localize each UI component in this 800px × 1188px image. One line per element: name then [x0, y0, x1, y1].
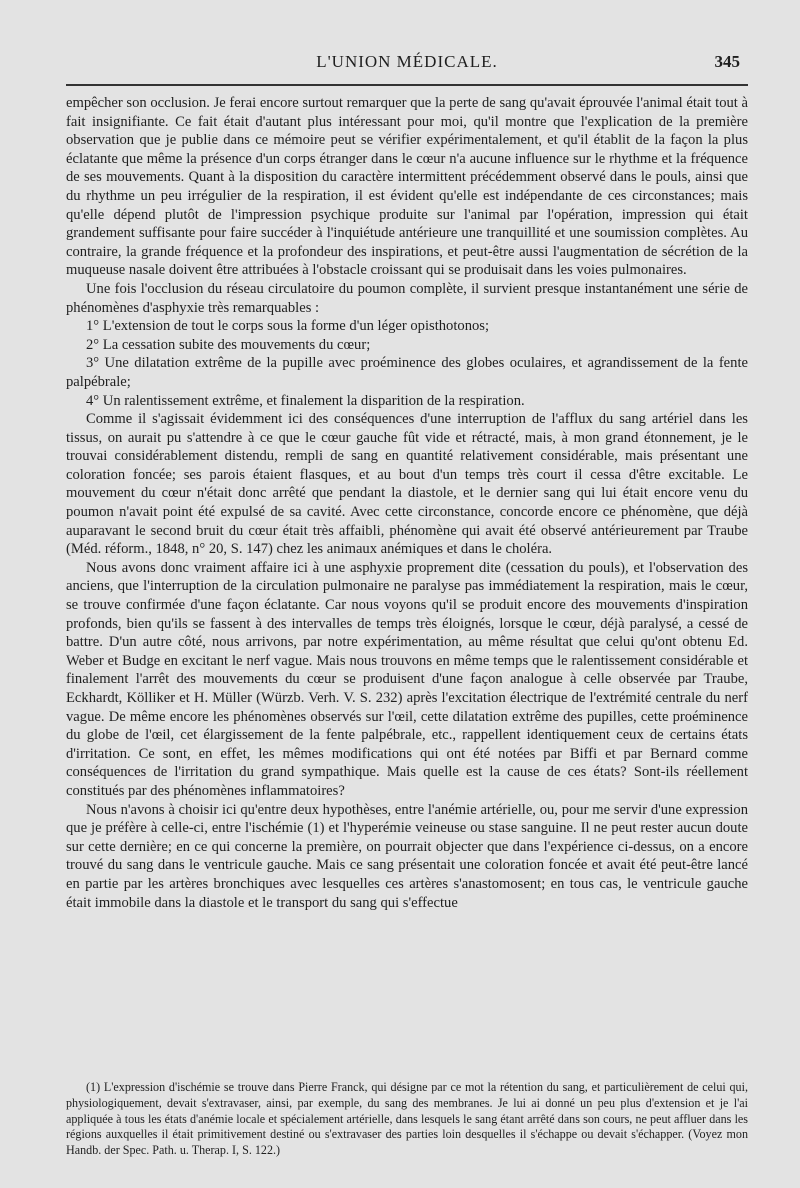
- page-header: [66, 50, 748, 78]
- list-item: 4° Un ralentissement extrême, et finalement la disparition de la respiration.: [86, 392, 525, 409]
- paragraph: Une fois l'occlusion du réseau circulatoire du poumon complète, il survient presque instantanément une série de phénomènes d'asphyxie très remarquables :: [66, 280, 748, 316]
- list-item: 1° L'extension de tout le corps sous la forme d'un léger opisthotonos;: [86, 318, 490, 335]
- paragraph: Comme il s'agissait évidemment ici des conséquences d'une interruption de l'afflux du sang artériel dans les tissus, on aurait pu s'attendre à ce que le cœur gauche fût vide et rétracté, mais, à mon grand étonnement, je le trouvai considérablement distendu, rempli de sang en quantité relativement considérable, mais présentant une coloration foncée; ses parois étaient flasques, et au bout d'un temps très court il cessa d'être excitable. Le mouvement du cœur n'était donc arrêté que pendant la diastole, et le dernier sang qui lui était encore venu du poumon n'avait point été expulsé de sa cavité. Avec cette circonstance, concorde encore ce phénomène, que déjà auparavant le second bruit du cœur était très affaibli, phénomène qui avait été observé antérieurement par Traube (Méd. réform., 1848, n° 20, S. 147) chez les animaux anémiques et dans le choléra.: [66, 411, 748, 558]
- running-title: L'UNION MÉDICALE.: [316, 52, 498, 71]
- page-number: 345: [714, 52, 740, 71]
- footnote-text: (1) L'expression d'ischémie se trouve dans Pierre Franck, qui désigne par ce mot la rétention du sang, et particulièrement de celui qui, physiologiquement, devait s'extravaser, ainsi, par exemple, du sang des membranes. Je lui ai donné un peu plus d'extension et je l'ai appliquée à tous les états d'anémie locale et spécialement artérielle, dans lesquels le sang étant arrêté dans son cours, ne peut affluer dans les régions auxquelles il était primitivement destiné ou s'extravaser des parties loin desquelles il s'échappe ou devait s'échapper. (Voyez mon Handb. der Spec. Path. u. Therap. I, S. 122.): [66, 1080, 748, 1158]
- list-item: 3° Une dilatation extrême de la pupille avec proéminence des globes oculaires, et agrandissement de la fente palpébrale;: [66, 355, 748, 390]
- paragraph: empêcher son occlusion. Je ferai encore surtout remarquer que la perte de sang qu'avait éprouvée l'animal était tout à fait insignifiante. Ce fait était d'autant plus intéressant pour moi, qu'il montre que l'explication de la première observation que je publie dans ce mémoire peut se vérifier expérimentalement, et qu'il établit de la façon la plus éclatante que même la présence d'un corps étranger dans le cœur n'a aucune influence sur le rhythme et la fréquence de ses mouvements. Quant à la disposition du caractère intermittent précédemment observé dans le pouls, ainsi que du rhythme un peu irrégulier de la respiration, il est évident qu'elle est indépendante de ces circonstances; mais qu'elle dépend plutôt de l'impression psychique produite sur l'animal par l'opération, impression qui était grandement suffisante pour faire succéder à l'inquiétude antérieure une tranquillité et une soumission complètes. Au contraire, la grande fréquence et la profondeur des inspirations, et peut-être aussi l'augmentation de sécrétion de la muqueuse nasale doivent être attribuées à l'obstacle croissant qui se produisait dans les voies pulmonaires.: [66, 95, 748, 279]
- paragraph: Nous n'avons à choisir ici qu'entre deux hypothèses, entre l'anémie artérielle, ou, pour me servir d'une expression que je préfère à celle-ci, entre l'ischémie (1) et l'hyperémie veineuse ou stase sanguine. Il ne peut rester aucun doute sur cette dernière; en ce qui concerne la première, on pourrait objecter que dans l'expérience ci-dessus, on a encore trouvé du sang dans le ventricule gauche. Mais ce sang présentait une coloration foncée et avait été peut-être lancé en partie par les artères bronchiques avec lesquelles ces artères s'anastomosent; en tous cas, le ventricule gauche était immobile dans la diastole et le transport du sang qui s'effectue: [66, 801, 748, 911]
- body-text: [66, 94, 748, 912]
- footnote: [66, 1080, 748, 1159]
- header-rule: [66, 84, 748, 86]
- list-item: 2° La cessation subite des mouvements du cœur;: [86, 336, 371, 353]
- paragraph: Nous avons donc vraiment affaire ici à une asphyxie proprement dite (cessation du pouls), et l'observation des anciens, que l'interruption de la circulation pulmonaire ne paralyse pas immédiatement la respiration, mais le cœur, se trouve confirmée d'une façon éclatante. Car nous voyons qu'il se produit encore des mouvements d'inspiration profonds, bien qu'ils se fassent à des intervalles de temps très éloignés, lorsque le cœur, déjà paralysé, a cessé de battre. D'un autre côté, nous arrivons, par notre expérimentation, au même résultat que celui qu'ont obtenu Ed. Weber et Budge en excitant le nerf vague. Mais nous trouvons en même temps que le ralentissement considérable et finalement l'arrêt des mouvements du cœur se produisent d'une façon analogue à celle observée par Traube, Eckhardt, Kölliker et H. Müller (Würzb. Verh. V. S. 232) après l'excitation électrique de l'extrémité centrale du nerf vague. De même encore les phénomènes observés sur l'œil, cette dilatation extrême des pupilles, cette proéminence du globe de l'œil, cet élargissement de la fente palpébrale, etc., rappellent identiquement ceux de certains états d'irritation. Ce sont, en effet, les mêmes modifications qui ont été notées par Biffi et par Bernard comme conséquences de l'irritation du grand sympathique. Mais quelle est la cause de ces états? Sont-ils réellement constitués par des phénomènes inflammatoires?: [66, 559, 748, 799]
